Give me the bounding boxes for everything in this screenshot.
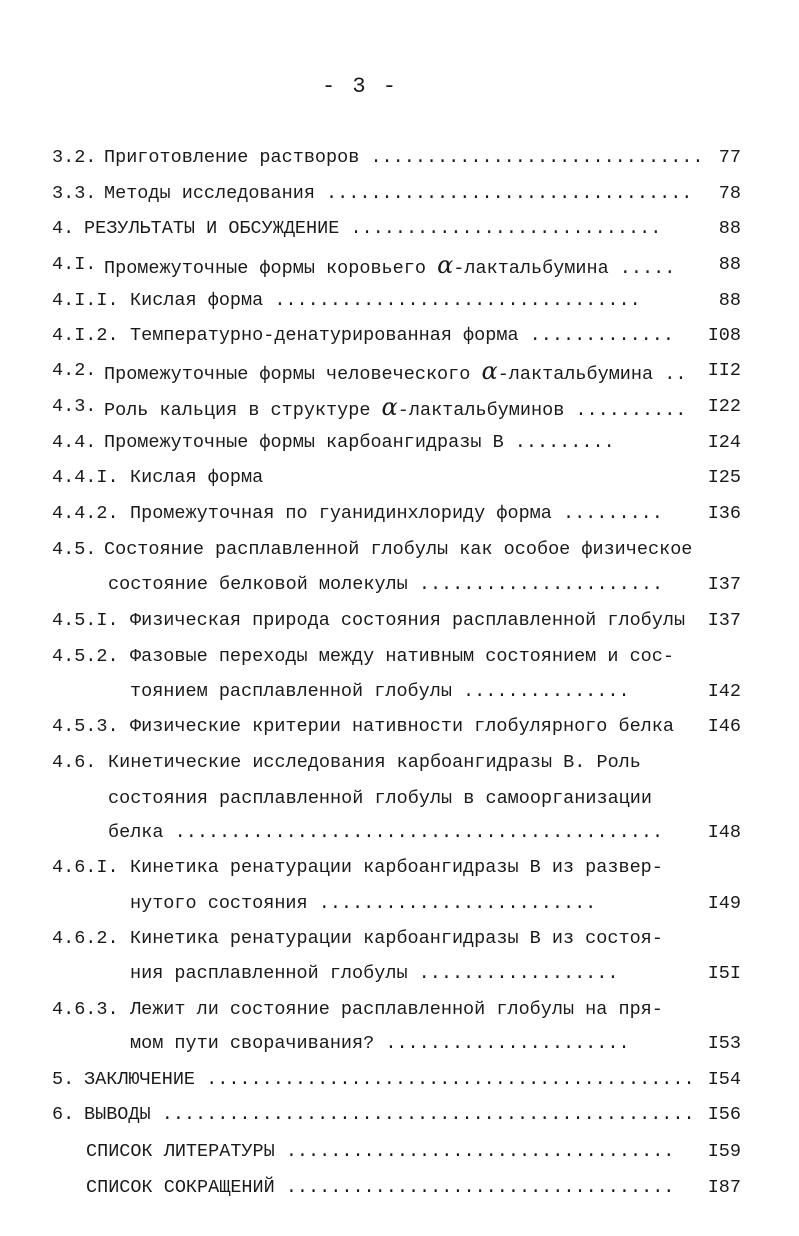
section-title: ВЫВОДЫ ................................................ [84, 1104, 695, 1125]
section-title: Кислая форма ................................. [130, 290, 641, 311]
section-number: 4.5. [52, 539, 97, 560]
section-title: ЗАКЛЮЧЕНИЕ ............................................ [84, 1069, 695, 1090]
toc-entry [0, 642, 799, 672]
section-title: Фазовые переходы между нативным состоянием и сос- [130, 646, 674, 667]
alpha-symbol: α [437, 251, 454, 279]
section-title: Температурно-денатурированная форма ............. [130, 325, 674, 346]
toc-entry [0, 748, 799, 778]
toc-entry-continuation [0, 889, 799, 919]
section-number: 5. [52, 1069, 75, 1090]
section-title: РЕЗУЛЬТАТЫ И ОБСУЖДЕНИЕ ............................ [84, 218, 662, 239]
page-ref: I36 [707, 503, 741, 524]
page-ref: I87 [707, 1177, 741, 1198]
section-title: белка ............................................ [108, 822, 664, 843]
toc-entry [0, 995, 799, 1025]
section-number: 4.3. [52, 396, 97, 417]
section-title [104, 250, 675, 284]
section-number: 4.2. [52, 360, 97, 381]
section-title: состояние белковой молекулы ...................... [108, 574, 664, 595]
toc-entry [0, 463, 799, 493]
section-title: Физические критерии нативности глобулярного белка [130, 716, 674, 737]
title-part: -лактальбуминов .......... [397, 400, 687, 421]
section-title: Состояние расплавленной глобулы как особое физическое [104, 539, 693, 560]
section-number: 4.I.I. [52, 290, 119, 311]
page-ref: I49 [707, 893, 741, 914]
page-ref: I54 [707, 1069, 741, 1090]
section-number: 4.4. [52, 432, 97, 453]
toc-entry [0, 1100, 799, 1130]
page-ref: I59 [707, 1141, 741, 1162]
section-number: 3.3. [52, 183, 97, 204]
page-ref: 88 [718, 290, 741, 311]
section-number: 4.4.2. [52, 503, 119, 524]
section-number: 3.2. [52, 147, 97, 168]
section-title: Кинетические исследования карбоангидразы В. Роль [108, 752, 641, 773]
page-ref: I25 [707, 467, 741, 488]
page-ref: 78 [718, 183, 741, 204]
toc-entry [0, 250, 799, 280]
toc-entry-continuation [0, 784, 799, 814]
title-part: Промежуточные формы коровьего [104, 258, 438, 279]
toc-entry [0, 853, 799, 883]
section-title: Физическая природа состояния расплавленной глобулы [130, 610, 686, 631]
toc-entry [0, 535, 799, 565]
toc-entry [0, 321, 799, 351]
title-part: Роль кальция в структуре [104, 400, 382, 421]
section-number: 4.I. [52, 254, 97, 275]
section-title: Методы исследования ................................. [104, 183, 693, 204]
page-ref: I37 [707, 610, 741, 631]
toc-entry [0, 143, 799, 173]
section-title: Кинетика ренатурации карбоангидразы В из состоя- [130, 928, 663, 949]
page-ref: I37 [707, 574, 741, 595]
alpha-symbol: α [381, 393, 398, 421]
toc-entry [0, 214, 799, 244]
section-number: 4.6.2. [52, 928, 119, 949]
page-ref: I5I [707, 963, 741, 984]
title-part: Промежуточные формы человеческого [104, 364, 482, 385]
alpha-symbol: α [481, 357, 498, 385]
title-part: -лактальбумина ..... [453, 258, 676, 279]
toc-entry [0, 606, 799, 636]
section-title: СПИСОК СОКРАЩЕНИЙ ................................... [86, 1177, 675, 1198]
section-title: Лежит ли состояние расплавленной глобулы на пря- [130, 999, 663, 1020]
section-title: Кинетика ренатурации карбоангидразы В из развер- [130, 857, 663, 878]
page-ref: I22 [707, 396, 741, 417]
page-ref: 88 [718, 218, 741, 239]
section-title: Промежуточные формы карбоангидразы В ......... [104, 432, 615, 453]
section-title [104, 356, 686, 390]
toc-entry-continuation [0, 570, 799, 600]
page-ref: I56 [707, 1104, 741, 1125]
toc-entry [0, 428, 799, 458]
page-ref: I53 [707, 1033, 741, 1054]
section-title: Кислая форма [130, 467, 264, 488]
toc-entry [0, 356, 799, 386]
page-ref: I42 [707, 681, 741, 702]
section-title: тоянием расплавленной глобулы ............... [130, 681, 630, 702]
toc-entry [0, 286, 799, 316]
section-number: 4.6. [52, 752, 97, 773]
page-ref: I08 [707, 325, 741, 346]
section-title: нутого состояния ......................... [130, 893, 597, 914]
toc-entry [0, 499, 799, 529]
section-title: Приготовление растворов .............................. [104, 147, 704, 168]
toc-entry [0, 1137, 799, 1167]
toc-entry-continuation [0, 959, 799, 989]
section-number: 4.6.3. [52, 999, 119, 1020]
section-number: 4.5.2. [52, 646, 119, 667]
section-title [104, 392, 686, 426]
toc-entry [0, 179, 799, 209]
page-ref: I48 [707, 822, 741, 843]
page-ref: 88 [718, 254, 741, 275]
toc-entry-continuation [0, 1029, 799, 1059]
section-title: состояния расплавленной глобулы в самоорганизации [108, 788, 652, 809]
section-number: 4. [52, 218, 75, 239]
section-number: 4.5.I. [52, 610, 119, 631]
toc-entry [0, 392, 799, 422]
page-ref: I24 [707, 432, 741, 453]
toc-entry-continuation [0, 677, 799, 707]
toc-entry [0, 1173, 799, 1203]
toc-entry-continuation [0, 818, 799, 848]
section-title: Промежуточная по гуанидинхлориду форма ......... [130, 503, 663, 524]
page-ref: I46 [707, 716, 741, 737]
section-number: 4.4.I. [52, 467, 119, 488]
section-title: СПИСОК ЛИТЕРАТУРЫ ................................... [86, 1141, 675, 1162]
page-number: - 3 - [321, 74, 398, 99]
section-number: 4.5.3. [52, 716, 119, 737]
section-title: мом пути сворачивания? ...................... [130, 1033, 630, 1054]
section-number: 4.6.I. [52, 857, 119, 878]
page-ref: II2 [707, 360, 741, 381]
title-part: -лактальбумина .. [497, 364, 687, 385]
toc-entry [0, 1065, 799, 1095]
toc-entry [0, 924, 799, 954]
section-number: 6. [52, 1104, 75, 1125]
page-ref: 77 [718, 147, 741, 168]
section-title: ния расплавленной глобулы .................. [130, 963, 619, 984]
section-number: 4.I.2. [52, 325, 119, 346]
toc-entry [0, 712, 799, 742]
